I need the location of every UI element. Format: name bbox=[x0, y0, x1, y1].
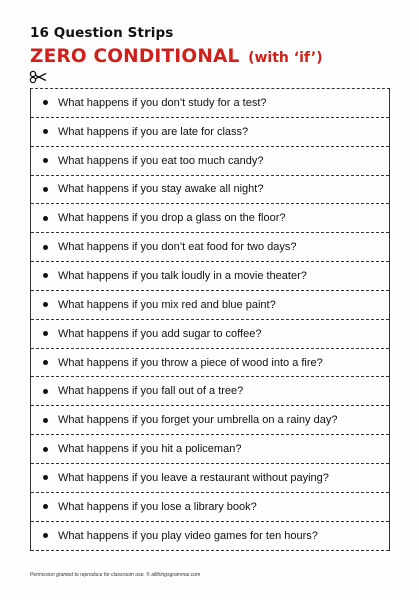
question-text: What happens if you drop a glass on the floor? bbox=[58, 212, 286, 225]
bullet-icon bbox=[43, 533, 48, 538]
question-text: What happens if you forget your umbrella on a rainy day? bbox=[58, 414, 338, 427]
question-text: What happens if you don’t eat food for two days? bbox=[58, 241, 297, 254]
bullet-icon bbox=[43, 129, 48, 134]
question-strip bbox=[31, 522, 389, 551]
question-strip bbox=[31, 291, 389, 320]
bullet-icon bbox=[43, 158, 48, 163]
bullet-icon bbox=[43, 273, 48, 278]
question-strip bbox=[31, 493, 389, 522]
question-strip bbox=[31, 89, 389, 118]
worksheet-subtitle: 16 Question Strips bbox=[30, 25, 174, 41]
question-strip bbox=[31, 147, 389, 176]
bullet-icon bbox=[43, 360, 48, 365]
question-strip bbox=[31, 349, 389, 378]
question-text: What happens if you mix red and blue paint? bbox=[58, 298, 276, 311]
question-text: What happens if you talk loudly in a movie theater? bbox=[58, 269, 307, 282]
question-text: What happens if you play video games for ten hours? bbox=[58, 529, 318, 542]
question-text: What happens if you stay awake all night? bbox=[58, 183, 264, 196]
question-strip bbox=[31, 233, 389, 262]
question-text: What happens if you eat too much candy? bbox=[58, 154, 264, 167]
question-strip bbox=[31, 464, 389, 493]
question-text: What happens if you don’t study for a test? bbox=[58, 96, 267, 109]
bullet-icon bbox=[43, 447, 48, 452]
bullet-icon bbox=[43, 418, 48, 423]
bullet-icon bbox=[43, 302, 48, 307]
bullet-icon bbox=[43, 475, 48, 480]
question-strip bbox=[31, 204, 389, 233]
question-strip bbox=[31, 406, 389, 435]
question-strip bbox=[31, 320, 389, 349]
permission-footer: Permission granted to reproduce for classroom use. © allthingsgrammar.com bbox=[30, 572, 201, 578]
question-text: What happens if you fall out of a tree? bbox=[58, 385, 244, 398]
bullet-icon bbox=[43, 216, 48, 221]
question-strip bbox=[31, 176, 389, 205]
bullet-icon bbox=[43, 100, 48, 105]
bullet-icon bbox=[43, 389, 48, 394]
question-text: What happens if you lose a library book? bbox=[58, 500, 257, 513]
title-sub: (with ‘if’) bbox=[248, 50, 323, 66]
question-strip bbox=[31, 435, 389, 464]
bullet-icon bbox=[43, 504, 48, 509]
question-strip bbox=[31, 377, 389, 406]
bullet-icon bbox=[43, 245, 48, 250]
bullet-icon bbox=[43, 187, 48, 192]
question-strip bbox=[31, 262, 389, 291]
title-main: ZERO CONDITIONAL bbox=[30, 46, 240, 67]
question-strip bbox=[31, 118, 389, 147]
worksheet-title bbox=[30, 46, 323, 67]
question-text: What happens if you throw a piece of wood into a fire? bbox=[58, 356, 323, 369]
question-text: What happens if you leave a restaurant without paying? bbox=[58, 471, 329, 484]
question-strips-list bbox=[30, 88, 390, 551]
question-text: What happens if you hit a policeman? bbox=[58, 443, 242, 456]
scissors-icon bbox=[29, 70, 47, 84]
question-text: What happens if you are late for class? bbox=[58, 125, 249, 138]
question-text: What happens if you add sugar to coffee? bbox=[58, 327, 262, 340]
bullet-icon bbox=[43, 331, 48, 336]
